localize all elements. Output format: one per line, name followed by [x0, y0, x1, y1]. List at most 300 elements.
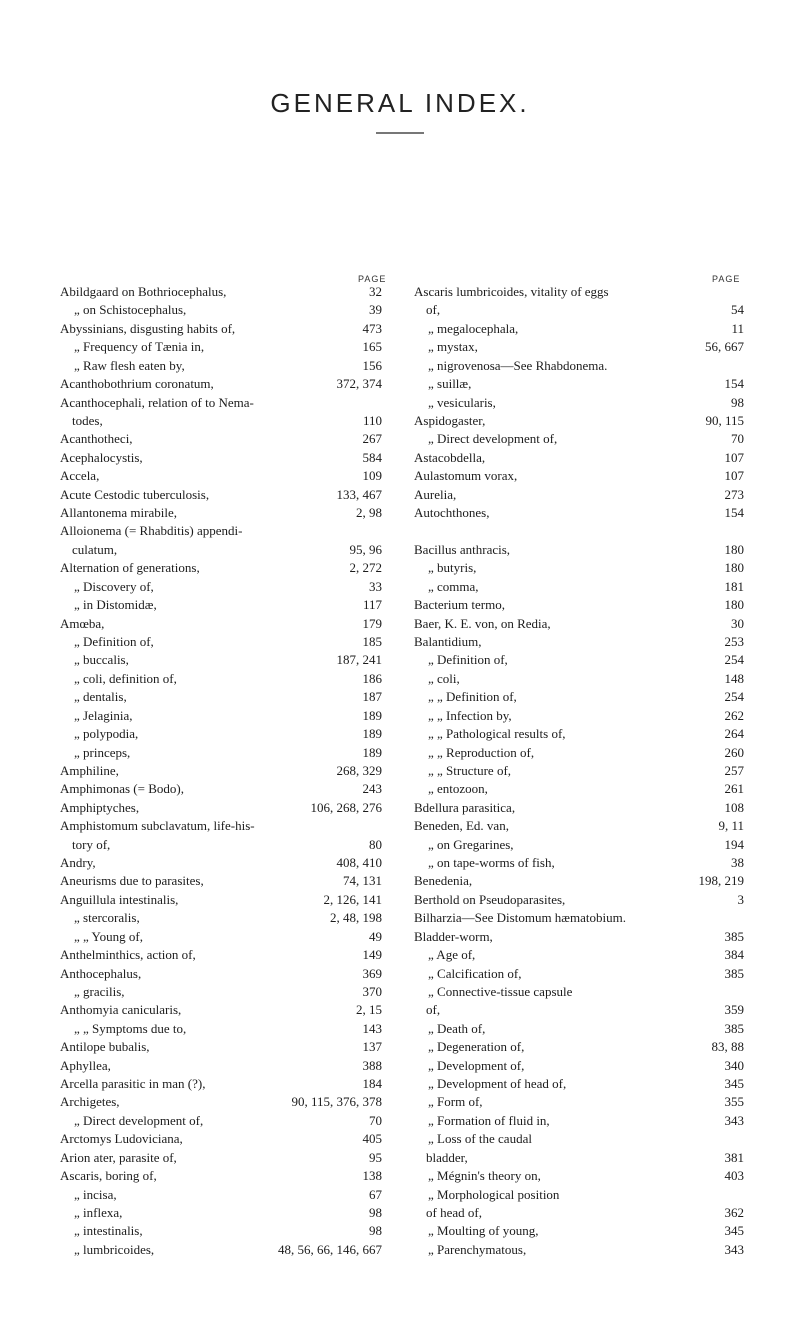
index-entry: [60, 708, 382, 724]
index-entry-page: 343: [724, 1112, 744, 1128]
index-entry-page: 254: [724, 652, 744, 668]
index-entry-page: 109: [362, 468, 382, 484]
index-entry-label: Andry,: [60, 855, 96, 871]
index-entry-label: Alloionema (= Rhabditis) appendi-: [60, 523, 243, 539]
index-entry-page: 83, 88: [711, 1039, 744, 1055]
index-entry-page: 30: [731, 615, 744, 631]
index-entry-page: 388: [362, 1057, 382, 1073]
index-entry-page: 11: [731, 320, 744, 336]
index-entry-page: 48, 56, 66, 146, 667: [278, 1241, 382, 1257]
index-entry-label: „ incisa,: [74, 1186, 117, 1202]
index-entry-label: „ „ Definition of,: [428, 689, 517, 705]
index-entry-label: „ Direct development of,: [74, 1112, 204, 1128]
index-entry: [414, 450, 744, 466]
index-entry-label: Arcella parasitic in man (?),: [60, 1076, 206, 1092]
index-entry: [60, 763, 382, 779]
index-entry-label: of head of,: [426, 1205, 482, 1220]
index-entry-label: Benedenia,: [414, 873, 473, 889]
index-entry: [414, 1021, 744, 1037]
index-entry-page: 405: [362, 1131, 382, 1147]
index-entry-page: 70: [369, 1112, 382, 1128]
index-entry-label: todes,: [72, 412, 103, 428]
index-entry-page: 98: [369, 1223, 382, 1239]
index-entry: [414, 1113, 744, 1129]
index-entry-label: Aspidogaster,: [414, 412, 486, 428]
index-entry-page: 2, 272: [349, 560, 382, 576]
index-entry-label: Baer, K. E. von, on Redia,: [414, 615, 551, 631]
index-entry-page: 273: [724, 486, 744, 502]
index-entry: [60, 800, 382, 816]
index-entry-page: 372, 374: [336, 376, 382, 392]
index-entry: [414, 358, 744, 374]
index-entry-label: Accela,: [60, 468, 100, 484]
index-entry-page: 257: [724, 762, 744, 778]
index-entry-label: „ Calcification of,: [428, 965, 522, 981]
index-entry-label: „ dentalis,: [74, 689, 127, 705]
index-entry-label: Bdellura parasitica,: [414, 799, 516, 815]
index-entry: [414, 284, 744, 300]
index-entry-page: 403: [724, 1168, 744, 1184]
index-entry-page: 362: [724, 1205, 744, 1220]
index-entry: [414, 579, 744, 595]
index-entry-page: 137: [362, 1039, 382, 1055]
index-entry-page: 98: [731, 394, 744, 410]
index-entry: [60, 1205, 382, 1221]
index-entry-page: 54: [731, 302, 744, 318]
index-entry: [414, 1223, 744, 1239]
index-entry: [414, 321, 744, 337]
index-entry-label: „ on Schistocephalus,: [74, 302, 187, 318]
index-entry-page: 2, 98: [356, 505, 382, 521]
index-entry-label: of,: [426, 302, 441, 318]
index-entry-label: „ Definition of,: [428, 652, 508, 668]
index-entry: [60, 745, 382, 761]
index-entry-label: Beneden, Ed. van,: [414, 818, 509, 834]
index-entry-label: Abildgaard on Bothriocephalus,: [60, 284, 227, 299]
index-entry-page: 95, 96: [349, 541, 382, 557]
index-entry-page: 108: [724, 799, 744, 815]
index-entry: [60, 984, 382, 1000]
index-entry-page: 355: [724, 1094, 744, 1110]
index-entry-label: Autochthones,: [414, 505, 490, 521]
index-entry-page: 268, 329: [336, 762, 382, 778]
index-entry-label: „ „ Symptoms due to,: [74, 1020, 187, 1036]
index-entry-label: „ Direct development of,: [428, 431, 558, 447]
index-entry: [60, 947, 382, 963]
index-entry: [60, 652, 382, 668]
index-entry-label: „ Frequency of Tænia in,: [74, 339, 205, 355]
index-entry-page: 149: [362, 947, 382, 963]
index-entry-label: „ Raw flesh eaten by,: [74, 357, 185, 373]
index-entry-label: „ mystax,: [428, 339, 478, 355]
index-entry: [60, 321, 382, 337]
index-entry-label: „ princeps,: [74, 744, 131, 760]
index-entry-page: 473: [362, 320, 382, 336]
index-entry-page: 184: [362, 1076, 382, 1092]
index-entry-label: Balantidium,: [414, 633, 482, 649]
index-entry-label: Aurelia,: [414, 486, 457, 502]
index-entry: [414, 542, 744, 558]
index-entry-page: 340: [724, 1057, 744, 1073]
index-entry: [60, 892, 382, 908]
index-entry: [60, 689, 382, 705]
index-entry-label: „ intestinalis,: [74, 1223, 143, 1239]
index-entry: [60, 302, 382, 318]
index-entry-page: 370: [362, 983, 382, 999]
index-entry: [414, 468, 744, 484]
index-entry: [60, 1168, 382, 1184]
index-entry-page: 180: [724, 597, 744, 613]
index-entry: [60, 910, 382, 926]
index-entry-label: Ascaris lumbricoides, vitality of eggs: [414, 284, 609, 299]
index-entry: [414, 431, 744, 447]
index-entry-label: Amphimonas (= Bodo),: [60, 781, 184, 797]
index-entry: [414, 560, 744, 576]
index-entry-label: „ Formation of fluid in,: [428, 1112, 550, 1128]
index-entry-page: 189: [362, 726, 382, 742]
index-entry: [60, 431, 382, 447]
index-entry-label: Acute Cestodic tuberculosis,: [60, 486, 210, 502]
index-entry-page: 262: [724, 707, 744, 723]
index-entry-page: 39: [369, 302, 382, 318]
index-entry: [414, 1205, 744, 1221]
index-entry-label: „ coli, definition of,: [74, 670, 177, 686]
left-page-header: PAGE: [358, 274, 387, 284]
index-entry-label: bladder,: [426, 1149, 468, 1165]
index-entry-label: „ polypodia,: [74, 726, 139, 742]
index-entry-page: 187, 241: [336, 652, 382, 668]
index-entry: [60, 1242, 382, 1258]
index-entry-label: „ in Distomidæ,: [74, 597, 157, 613]
index-entry-page: 345: [724, 1076, 744, 1092]
index-entry-page: 2, 48, 198: [330, 910, 382, 926]
index-entry: [414, 1094, 744, 1110]
index-entry-page: 345: [724, 1223, 744, 1239]
index-entry: [60, 1058, 382, 1074]
index-entry-page: 181: [724, 578, 744, 594]
index-entry-label: „ Jelaginia,: [74, 707, 133, 723]
index-entry: [414, 837, 744, 853]
index-entry-label: „ lumbricoides,: [74, 1241, 155, 1257]
title-rule: [376, 132, 424, 134]
index-entry-label: „ „ Young of,: [74, 928, 143, 944]
index-entry: [60, 542, 382, 558]
index-entry: [414, 781, 744, 797]
index-entry-page: 584: [362, 449, 382, 465]
index-entry-page: 243: [362, 781, 382, 797]
index-entry-label: Aphyllea,: [60, 1057, 111, 1073]
index-entry-label: „ on tape-worms of fish,: [428, 855, 555, 871]
index-entry: [414, 1076, 744, 1092]
index-entry-page: 187: [362, 689, 382, 705]
index-entry: [414, 966, 744, 982]
index-entry-label: „ Mégnin's theory on,: [428, 1168, 541, 1184]
index-entry-label: tory of,: [72, 836, 111, 852]
index-entry-page: 9, 11: [718, 818, 744, 834]
index-entry: [414, 376, 744, 392]
index-entry: [60, 929, 382, 945]
index-entry-label: Anguillula intestinalis,: [60, 891, 179, 907]
index-entry: [414, 1058, 744, 1074]
index-entry-label: Anthomyia canicularis,: [60, 1002, 182, 1018]
index-entry-label: culatum,: [72, 541, 118, 557]
index-entry: [414, 763, 744, 779]
index-entry-page: 143: [362, 1020, 382, 1036]
index-entry-label: Amphiline,: [60, 762, 119, 778]
index-entry-label: „ Form of,: [428, 1094, 483, 1110]
index-entry-page: 3: [737, 891, 744, 907]
index-entry-label: „ megalocephala,: [428, 320, 519, 336]
index-entry-page: 343: [724, 1241, 744, 1257]
index-entry-label: Anthocephalus,: [60, 965, 142, 981]
index-entry: [414, 339, 744, 355]
index-entry-page: 98: [369, 1205, 382, 1220]
index-entry-label: Arctomys Ludoviciana,: [60, 1131, 183, 1147]
index-entry-page: 117: [362, 597, 382, 613]
index-entry-page: 2, 15: [356, 1002, 382, 1018]
index-entry-page: 74, 131: [343, 873, 382, 889]
index-entry-label: „ stercoralis,: [74, 910, 140, 926]
index-entry: [60, 616, 382, 632]
index-entry: [414, 1242, 744, 1258]
index-entry: [60, 284, 382, 300]
index-entry-page: 133, 467: [336, 486, 382, 502]
index-entry: [414, 708, 744, 724]
index-entry-page: 80: [369, 836, 382, 852]
index-entry-page: 179: [362, 615, 382, 631]
index-entry: [414, 800, 744, 816]
index-entry-label: Anthelminthics, action of,: [60, 947, 196, 963]
index-entry: [60, 339, 382, 355]
index-entry-page: 180: [724, 560, 744, 576]
index-entry: [414, 745, 744, 761]
index-entry: [60, 358, 382, 374]
index-entry-label: Acephalocystis,: [60, 449, 143, 465]
index-entry: [60, 781, 382, 797]
index-entry-page: 95: [369, 1149, 382, 1165]
index-entry: [414, 910, 744, 926]
index-entry-page: 107: [724, 449, 744, 465]
right-page-header: PAGE: [712, 274, 741, 284]
index-entry-page: 154: [724, 376, 744, 392]
index-entry-label: of,: [426, 1002, 441, 1018]
index-entry: [414, 395, 744, 411]
index-entry: [60, 523, 382, 539]
index-entry-label: „ inflexa,: [74, 1205, 123, 1220]
index-entry-label: Aulastomum vorax,: [414, 468, 518, 484]
index-entry-page: 253: [724, 633, 744, 649]
index-entry-label: „ Definition of,: [74, 633, 154, 649]
index-entry-page: 2, 126, 141: [323, 891, 382, 907]
index-entry-label: Astacobdella,: [414, 449, 486, 465]
index-entry-page: 38: [731, 855, 744, 871]
index-entry-label: Arion ater, parasite of,: [60, 1149, 177, 1165]
index-entry: [414, 1187, 744, 1203]
index-entry-label: Abyssinians, disgusting habits of,: [60, 320, 236, 336]
index-entry-label: Aneurisms due to parasites,: [60, 873, 204, 889]
index-entry-page: 32: [369, 284, 382, 299]
index-entry-label: „ „ Structure of,: [428, 762, 512, 778]
index-entry-page: 369: [362, 965, 382, 981]
index-entry-page: 189: [362, 707, 382, 723]
index-entry-label: Alternation of generations,: [60, 560, 200, 576]
index-entry: [414, 413, 744, 429]
index-entry: [60, 597, 382, 613]
index-entry: [414, 523, 744, 539]
index-entry-label: „ comma,: [428, 578, 479, 594]
index-entry-label: „ Morphological position: [428, 1186, 560, 1202]
index-entry: [414, 1150, 744, 1166]
index-entry: [414, 855, 744, 871]
index-entry: [60, 1113, 382, 1129]
index-entry: [60, 505, 382, 521]
index-entry: [60, 837, 382, 853]
index-entry: [414, 947, 744, 963]
index-entry: [414, 671, 744, 687]
index-entry-page: 385: [724, 1020, 744, 1036]
index-entry-page: 70: [731, 431, 744, 447]
index-entry-label: „ „ Infection by,: [428, 707, 512, 723]
index-entry-page: 110: [362, 412, 382, 428]
index-entry-page: 198, 219: [698, 873, 744, 889]
index-entry-label: Archigetes,: [60, 1094, 120, 1110]
index-entry-page: 56, 667: [705, 339, 744, 355]
index-entry: [60, 560, 382, 576]
index-entry-page: 148: [724, 670, 744, 686]
index-entry-page: 67: [369, 1186, 382, 1202]
index-entry-page: 90, 115, 376, 378: [291, 1094, 382, 1110]
index-entry-label: Amphistomum subclavatum, life-his-: [60, 818, 255, 834]
index-entry-label: „ Loss of the caudal: [428, 1131, 532, 1147]
index-entry: [60, 1131, 382, 1147]
index-entry-page: 264: [724, 726, 744, 742]
index-entry-label: „ Development of head of,: [428, 1076, 567, 1092]
index-entry-page: 408, 410: [336, 855, 382, 871]
index-entry-page: 267: [362, 431, 382, 447]
index-entry-page: 384: [724, 947, 744, 963]
index-entry-label: Antilope bubalis,: [60, 1039, 150, 1055]
index-entry-page: 194: [724, 836, 744, 852]
index-entry: [60, 634, 382, 650]
index-entry-page: 381: [724, 1149, 744, 1165]
index-entry-label: Amphiptyches,: [60, 799, 140, 815]
index-entry: [414, 1039, 744, 1055]
index-entry: [414, 597, 744, 613]
index-entry: [414, 689, 744, 705]
index-entry-page: 385: [724, 928, 744, 944]
index-entry: [60, 726, 382, 742]
index-entry: [60, 395, 382, 411]
index-entry-page: 180: [724, 541, 744, 557]
index-entry-label: „ butyris,: [428, 560, 477, 576]
index-entry-page: 49: [369, 928, 382, 944]
index-entry-label: „ Death of,: [428, 1020, 486, 1036]
index-entry-page: 33: [369, 578, 382, 594]
index-entry-page: 154: [724, 505, 744, 521]
index-entry: [414, 652, 744, 668]
index-entry-page: 90, 115: [705, 412, 744, 428]
index-entry: [60, 1223, 382, 1239]
index-entry-page: 261: [724, 781, 744, 797]
index-entry: [60, 1150, 382, 1166]
index-entry-label: Acanthobothrium coronatum,: [60, 376, 214, 392]
index-entry-label: Acanthotheci,: [60, 431, 133, 447]
index-entry-label: „ entozoon,: [428, 781, 488, 797]
index-entry: [414, 984, 744, 1000]
index-entry-label: „ nigrovenosa—See Rhabdonema.: [428, 357, 608, 373]
index-entry-label: „ „ Reproduction of,: [428, 744, 535, 760]
index-entry-label: Bladder-worm,: [414, 928, 493, 944]
index-entry-page: 385: [724, 965, 744, 981]
index-entry-page: 107: [724, 468, 744, 484]
index-entry-page: 359: [724, 1002, 744, 1018]
page-title: GENERAL INDEX.: [270, 88, 530, 118]
index-entry-page: 189: [362, 744, 382, 760]
index-entry-page: 156: [362, 357, 382, 373]
index-entry-page: 260: [724, 744, 744, 760]
index-entry: [414, 505, 744, 521]
index-entry: [60, 966, 382, 982]
index-entry-page: 254: [724, 689, 744, 705]
index-entry-page: 165: [362, 339, 382, 355]
index-entry-label: „ Discovery of,: [74, 578, 154, 594]
index-entry: [60, 468, 382, 484]
index-entry: [414, 1168, 744, 1184]
index-entry: [60, 450, 382, 466]
index-entry-label: Berthold on Pseudoparasites,: [414, 891, 566, 907]
index-entry: [60, 1187, 382, 1203]
index-entry-label: „ „ Pathological results of,: [428, 726, 566, 742]
index-entry: [414, 634, 744, 650]
index-entry: [60, 1002, 382, 1018]
index-entry-label: Bacterium termo,: [414, 597, 505, 613]
index-entry: [414, 726, 744, 742]
index-entry-page: 186: [362, 670, 382, 686]
index-entry-page: 185: [362, 633, 382, 649]
index-entry: [60, 1039, 382, 1055]
index-entry: [60, 1076, 382, 1092]
index-entry-label: „ buccalis,: [74, 652, 129, 668]
index-entry: [60, 1021, 382, 1037]
index-entry-label: „ Parenchymatous,: [428, 1241, 527, 1257]
index-entry-label: „ coli,: [428, 670, 460, 686]
index-entry: [60, 818, 382, 834]
index-entry: [414, 892, 744, 908]
index-entry-label: „ Moulting of young,: [428, 1223, 539, 1239]
index-entry: [414, 302, 744, 318]
index-entry: [60, 487, 382, 503]
index-entry: [414, 1131, 744, 1147]
index-entry: [60, 873, 382, 889]
index-entry-page: 138: [362, 1168, 382, 1184]
index-entry-page: 106, 268, 276: [310, 799, 382, 815]
index-entry: [60, 413, 382, 429]
index-entry: [414, 929, 744, 945]
index-entry: [60, 671, 382, 687]
index-entry-label: Acanthocephali, relation of to Nema-: [60, 394, 254, 410]
index-entry: [414, 818, 744, 834]
index-entry-label: „ Connective-tissue capsule: [428, 983, 573, 999]
index-entry-label: „ on Gregarines,: [428, 836, 514, 852]
index-entry: [60, 376, 382, 392]
index-entry: [60, 855, 382, 871]
index-entry-label: „ Degeneration of,: [428, 1039, 525, 1055]
index-entry-label: Amœba,: [60, 615, 105, 631]
index-entry-label: Ascaris, boring of,: [60, 1168, 157, 1184]
index-entry-label: Allantonema mirabile,: [60, 505, 177, 521]
index-entry-label: „ Development of,: [428, 1057, 525, 1073]
index-entry: [414, 487, 744, 503]
